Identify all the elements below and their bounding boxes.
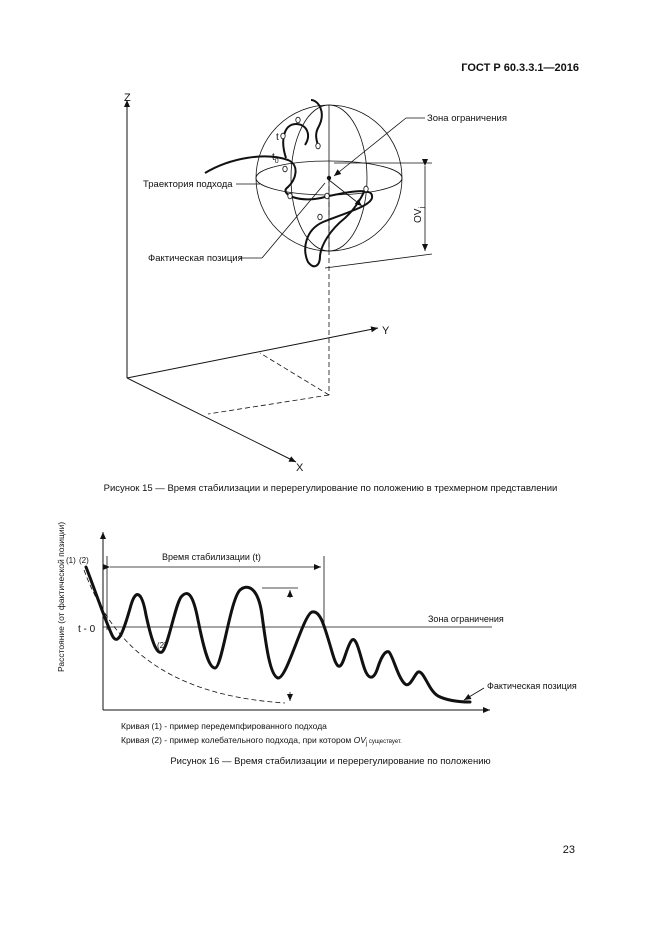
projection-lines	[208, 178, 329, 414]
t-label: t	[276, 132, 279, 143]
curve2-inline-tag: (2)	[157, 641, 167, 650]
figure-15-caption: Рисунок 15 — Время стабилизации и перерегулирование по положению в трехмерном представлении	[103, 483, 558, 494]
y-axis	[127, 328, 378, 378]
t0-label: t - 0	[78, 624, 96, 635]
x-axis-label: X	[296, 462, 304, 474]
fig16-ylabel: Расстояние (от фактической позиции)	[56, 521, 66, 672]
approach-trajectory	[205, 156, 372, 266]
zone-label: Зона ограничения	[427, 113, 507, 124]
figure-15	[124, 92, 507, 474]
actual-position-point	[327, 176, 331, 180]
trajectory-markers	[281, 117, 368, 220]
curve2-tag: (2)	[79, 556, 89, 565]
page-number: 23	[562, 844, 575, 856]
ov-ext-bottom	[325, 254, 432, 268]
actual-position-label: Фактическая позиция	[487, 681, 577, 691]
y-axis-label: Y	[382, 325, 390, 337]
figure-16-caption: Рисунок 16 — Время стабилизации и перерегулирование по положению	[170, 756, 491, 767]
curve-2-oscillatory	[86, 567, 470, 702]
settling-label: Время стабилизации (t)	[162, 552, 261, 562]
note-curve-1: Кривая (1) - пример передемпфированного подхода	[121, 721, 327, 731]
document-header: ГОСТ Р 60.3.3.1—2016	[461, 62, 579, 74]
actual-position-pointer	[464, 688, 484, 700]
actual-position-label: Фактическая позиция	[148, 253, 243, 264]
x-axis	[127, 378, 296, 462]
ov-label: $OV_j$	[413, 206, 426, 223]
figure-16	[56, 522, 577, 747]
t0-label: $t_0$	[272, 152, 279, 165]
trajectory-label: Траектория подхода	[143, 179, 233, 190]
note-curve-2: Кривая (2) - пример колебательного подхода, при котором $OV_j$ $^{существует.}$	[121, 735, 402, 747]
zone-label: Зона ограничения	[428, 614, 504, 624]
z-axis-label: Z	[124, 92, 131, 104]
curve1-tag: (1)	[66, 556, 76, 565]
